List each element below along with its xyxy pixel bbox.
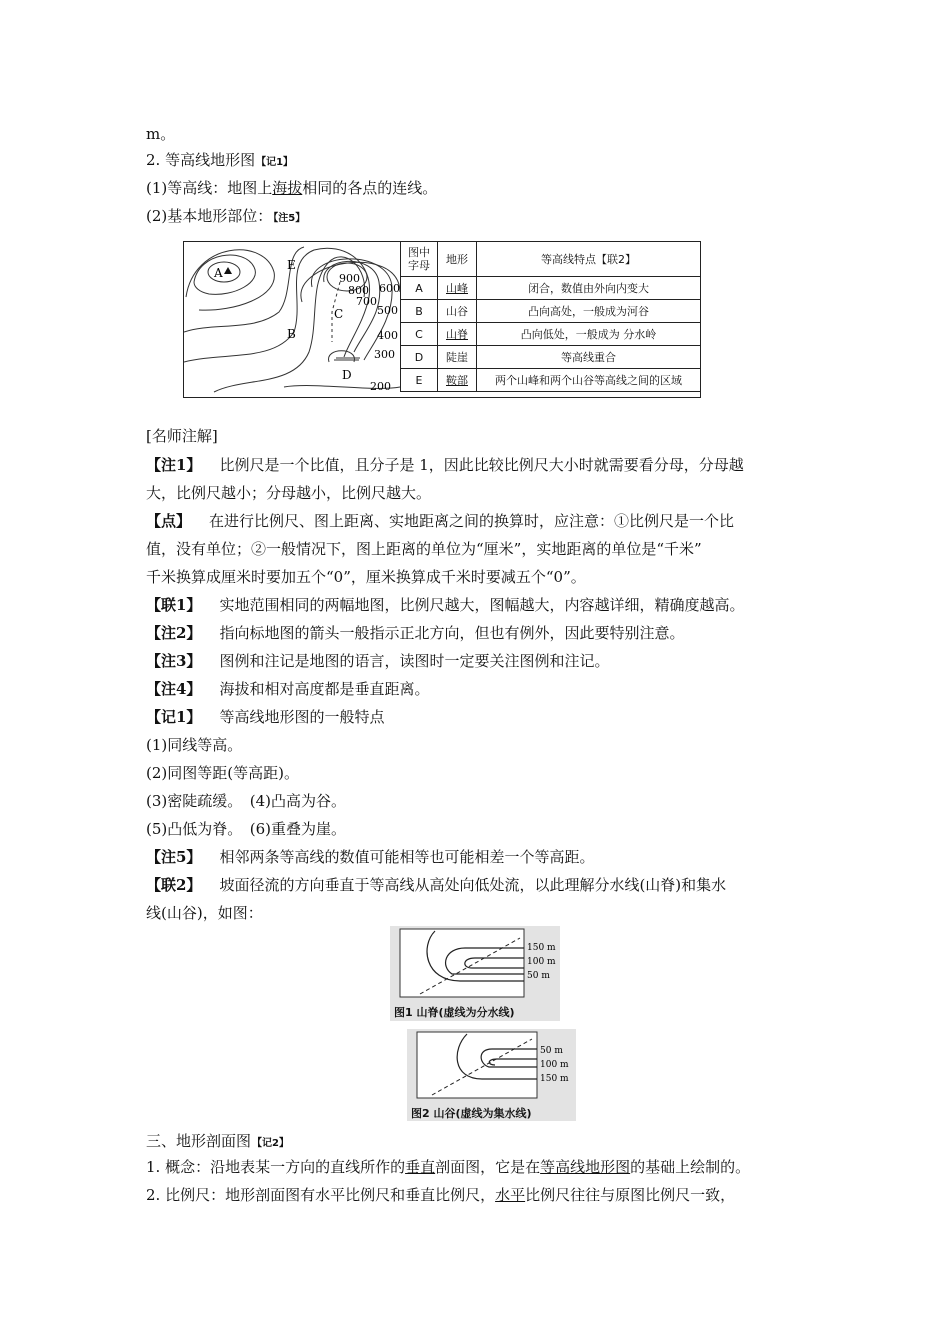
table-cell: 鞍部	[438, 369, 477, 392]
label-c: C	[334, 307, 344, 321]
table-cell: 山脊	[438, 323, 477, 346]
label-e: E	[287, 258, 296, 272]
terrain-table	[400, 241, 701, 392]
contour-label: 800	[348, 284, 369, 297]
contour-label: 150 m	[540, 1074, 569, 1084]
table-cell: 凸向低处，一般成为 分水岭	[477, 323, 701, 346]
note-line: 【注4】 海拔和相对高度都是垂直距离。	[146, 680, 430, 698]
ridge-diagram	[390, 926, 560, 1000]
note-line: 【联1】 实地范围相同的两幅地图，比例尺越大，图幅越大，内容越详细，精确度越高。	[146, 596, 745, 614]
badge: 【注5】	[273, 213, 306, 224]
table-cell: 等高线重合	[477, 346, 701, 369]
contour-label: 400	[377, 329, 398, 342]
ridge-figure	[390, 926, 560, 1021]
label-d: D	[342, 368, 352, 382]
figure-caption: 图1 山脊(虚线为分水线)	[394, 1006, 515, 1019]
table-cell: 山峰	[438, 277, 477, 300]
note-line: (2)同图等距(等高距)。	[146, 764, 299, 782]
note-line: (1)同线等高。	[146, 736, 243, 754]
note-line: 线(山谷)，如图：	[146, 904, 263, 922]
note-line: 【注2】 指向标地图的箭头一般指示正北方向，但也有例外，因此要特别注意。	[146, 624, 685, 642]
note-line: (3)密陡疏缓。 (4)凸高为谷。	[146, 792, 346, 810]
contour-label: 900	[339, 272, 360, 285]
text: (2)基本地形部位：	[146, 207, 273, 225]
contour-label: 50 m	[540, 1046, 563, 1056]
underlined-term: 海拔	[272, 179, 303, 197]
table-cell: D	[401, 346, 438, 369]
heading-text: 2. 等高线地形图	[146, 151, 256, 169]
contour-label: 200	[370, 380, 391, 393]
note-line: 【注5】 相邻两条等高线的数值可能相等也可能相差一个等高距。	[146, 848, 595, 866]
table-cell: 闭合，数值由外向内变大	[477, 277, 701, 300]
badge: 【记1】	[256, 157, 294, 168]
table-header: 图中字母	[401, 242, 438, 277]
text: 相同的各点的连线。	[302, 179, 438, 197]
table-cell: 陡崖	[438, 346, 477, 369]
note-line: (5)凸低为脊。 (6)重叠为崖。	[146, 820, 346, 838]
text-line: m。	[146, 125, 176, 143]
contour-label: 700	[356, 295, 377, 308]
table-cell: C	[401, 323, 438, 346]
table-header-row	[401, 242, 701, 277]
table-cell: E	[401, 369, 438, 392]
contour-label: 50 m	[527, 971, 550, 981]
table-row	[401, 323, 701, 346]
contour-label: 300	[374, 348, 395, 361]
contour-map	[184, 242, 400, 397]
table-row	[401, 300, 701, 323]
table-row	[401, 346, 701, 369]
text-line	[146, 206, 305, 229]
table-header: 地形	[438, 242, 477, 277]
note-line: 值，没有单位；②一般情况下，图上距离的单位为“厘米”，实地距离的单位是“千米”	[146, 540, 702, 558]
table-cell: 山谷	[438, 300, 477, 323]
note-line: 大，比例尺越小；分母越小，比例尺越大。	[146, 484, 432, 502]
note-line: 【注1】 比例尺是一个比值，且分子是 1，因此比较比例尺大小时就需要看分母，分母越	[146, 456, 744, 474]
table-cell: 两个山峰和两个山谷等高线之间的区域	[477, 369, 701, 392]
valley-figure	[407, 1029, 576, 1121]
heading-contour-map	[146, 150, 293, 173]
text: (1)等高线：地图上	[146, 179, 273, 197]
note-line: 【联2】 坡面径流的方向垂直于等高线从高处向低处流，以此理解分水线(山脊)和集水	[146, 876, 727, 894]
notes-title: [名师注解]	[146, 427, 218, 445]
contour-label: 150 m	[527, 943, 556, 953]
table-row	[401, 277, 701, 300]
contour-label: 500	[377, 304, 398, 317]
table-header: 等高线特点【联2】	[477, 242, 701, 277]
contour-label: 100 m	[540, 1060, 569, 1070]
figure-caption: 图2 山谷(虚线为集水线)	[411, 1107, 532, 1120]
text-line: 1. 概念：沿地表某一方向的直线所作的垂直剖面图，它是在等高线地形图的基础上绘制的。	[146, 1158, 751, 1176]
contour-label: 600	[379, 282, 400, 295]
table-cell: A	[401, 277, 438, 300]
text-line: 2. 比例尺：地形剖面图有水平比例尺和垂直比例尺，水平比例尺往往与原图比例尺一致，	[146, 1186, 736, 1204]
note-line: 【注3】 图例和注记是地图的语言，读图时一定要关注图例和注记。	[146, 652, 610, 670]
label-b: B	[287, 327, 296, 341]
table-row	[401, 369, 701, 392]
note-line: 千米换算成厘米时要加五个“0”，厘米换算成千米时要减五个“0”。	[146, 568, 586, 586]
note-line: 【记1】 等高线地形图的一般特点	[146, 708, 385, 726]
label-a: A	[214, 266, 223, 280]
note-line: 【点】 在进行比例尺、图上距离、实地距离之间的换算时，应注意：①比例尺是一个比	[146, 512, 735, 530]
valley-diagram	[407, 1029, 576, 1101]
contour-label: 100 m	[527, 957, 556, 967]
section-heading: 三、地形剖面图【记2】	[146, 1132, 289, 1150]
table-cell: 凸向高处，一般成为河谷	[477, 300, 701, 323]
text-line	[146, 178, 437, 198]
table-cell: B	[401, 300, 438, 323]
contour-map-figure	[183, 241, 701, 398]
